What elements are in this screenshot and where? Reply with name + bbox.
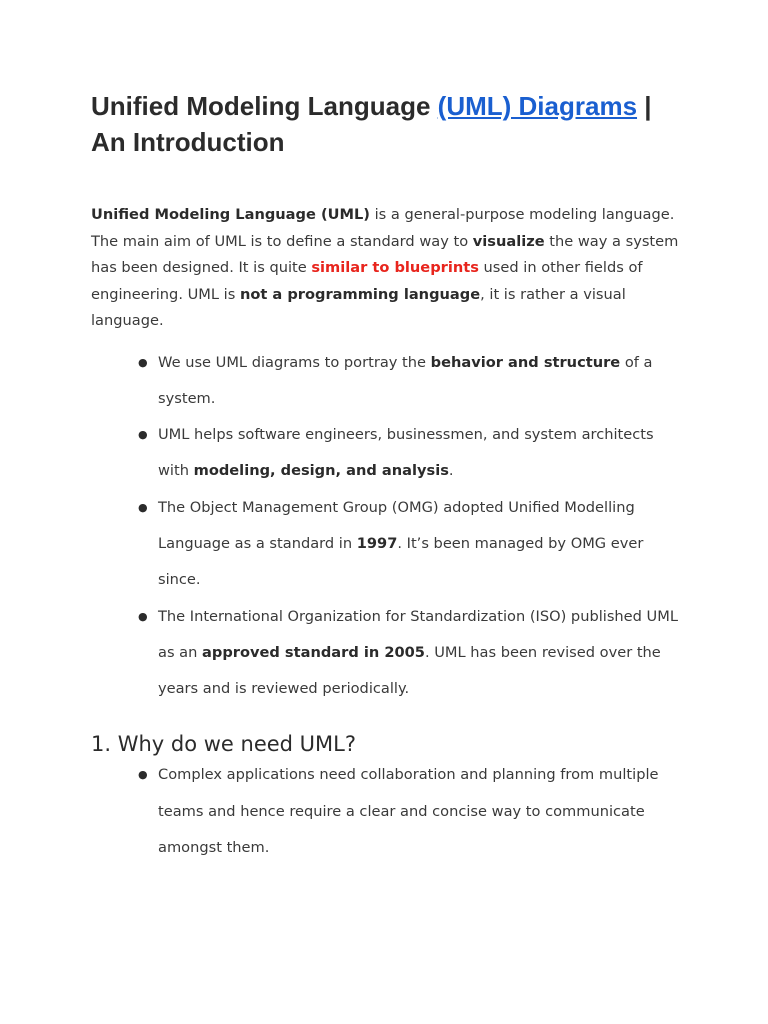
intro-text-3: used in other fields of engineering. UML is xyxy=(91,259,643,303)
list-item-text: We use UML diagrams to portray the xyxy=(158,353,431,371)
bullet-icon: ● xyxy=(138,355,148,369)
list-item-text: UML helps software engineers, businessmen, and system architects with xyxy=(158,426,654,480)
list-item xyxy=(91,490,681,599)
section-heading-why-uml: 1. Why do we need UML? xyxy=(91,732,357,757)
list-item-bold: approved standard in 2005 xyxy=(202,643,425,661)
list-item-bold: 1997 xyxy=(356,534,398,552)
intro-highlight-blueprints: similar to blueprints xyxy=(311,259,479,276)
title-text-part1: Unified Modeling Language xyxy=(91,91,438,121)
intro-text-4: , it is rather a visual language. xyxy=(91,285,626,329)
list-item-text: . xyxy=(448,462,454,480)
intro-bullet-list xyxy=(91,345,681,708)
list-item xyxy=(91,599,681,708)
intro-text-1: is a general-purpose modeling language. The main aim of UML is to define a standard way to xyxy=(91,206,675,250)
list-item-text: . It’s been managed by OMG ever since. xyxy=(158,534,644,589)
bullet-icon: ● xyxy=(138,768,148,782)
title-text-part2: | An Introduction xyxy=(91,91,652,157)
list-item-text: Complex applications need collaboration and planning from multiple teams and hence require a clear and concise way to communicate amongst them. xyxy=(158,766,659,857)
list-item-text: The Object Management Group (OMG) adopted Unified Modelling Language as a standard in xyxy=(158,498,635,552)
list-item xyxy=(91,345,681,418)
list-item-bold: modeling, design, and analysis xyxy=(193,462,449,480)
list-item xyxy=(91,417,681,490)
list-item-text: The International Organization for Standardization (ISO) published UML as an xyxy=(158,607,678,661)
intro-bold-visualize: visualize xyxy=(472,232,545,250)
page-title xyxy=(91,88,681,160)
intro-paragraph xyxy=(91,202,681,335)
list-item xyxy=(91,757,681,866)
intro-bold-not-programming: not a programming language xyxy=(239,285,481,303)
bullet-icon: ● xyxy=(138,609,148,623)
intro-text-2: the way a system has been designed. It is quite xyxy=(91,232,679,276)
intro-bold-uml: Unified Modeling Language (UML) xyxy=(91,206,370,223)
uml-diagrams-link[interactable]: (UML) Diagrams xyxy=(437,91,638,121)
bullet-icon: ● xyxy=(138,500,148,514)
document-page xyxy=(91,88,681,866)
list-item-text: . UML has been revised over the years and is reviewed periodically. xyxy=(158,643,661,698)
list-item-text: of a system. xyxy=(158,353,653,407)
list-item-bold: behavior and structure xyxy=(430,353,621,371)
why-uml-bullet-list xyxy=(91,757,681,866)
bullet-icon: ● xyxy=(138,428,148,442)
